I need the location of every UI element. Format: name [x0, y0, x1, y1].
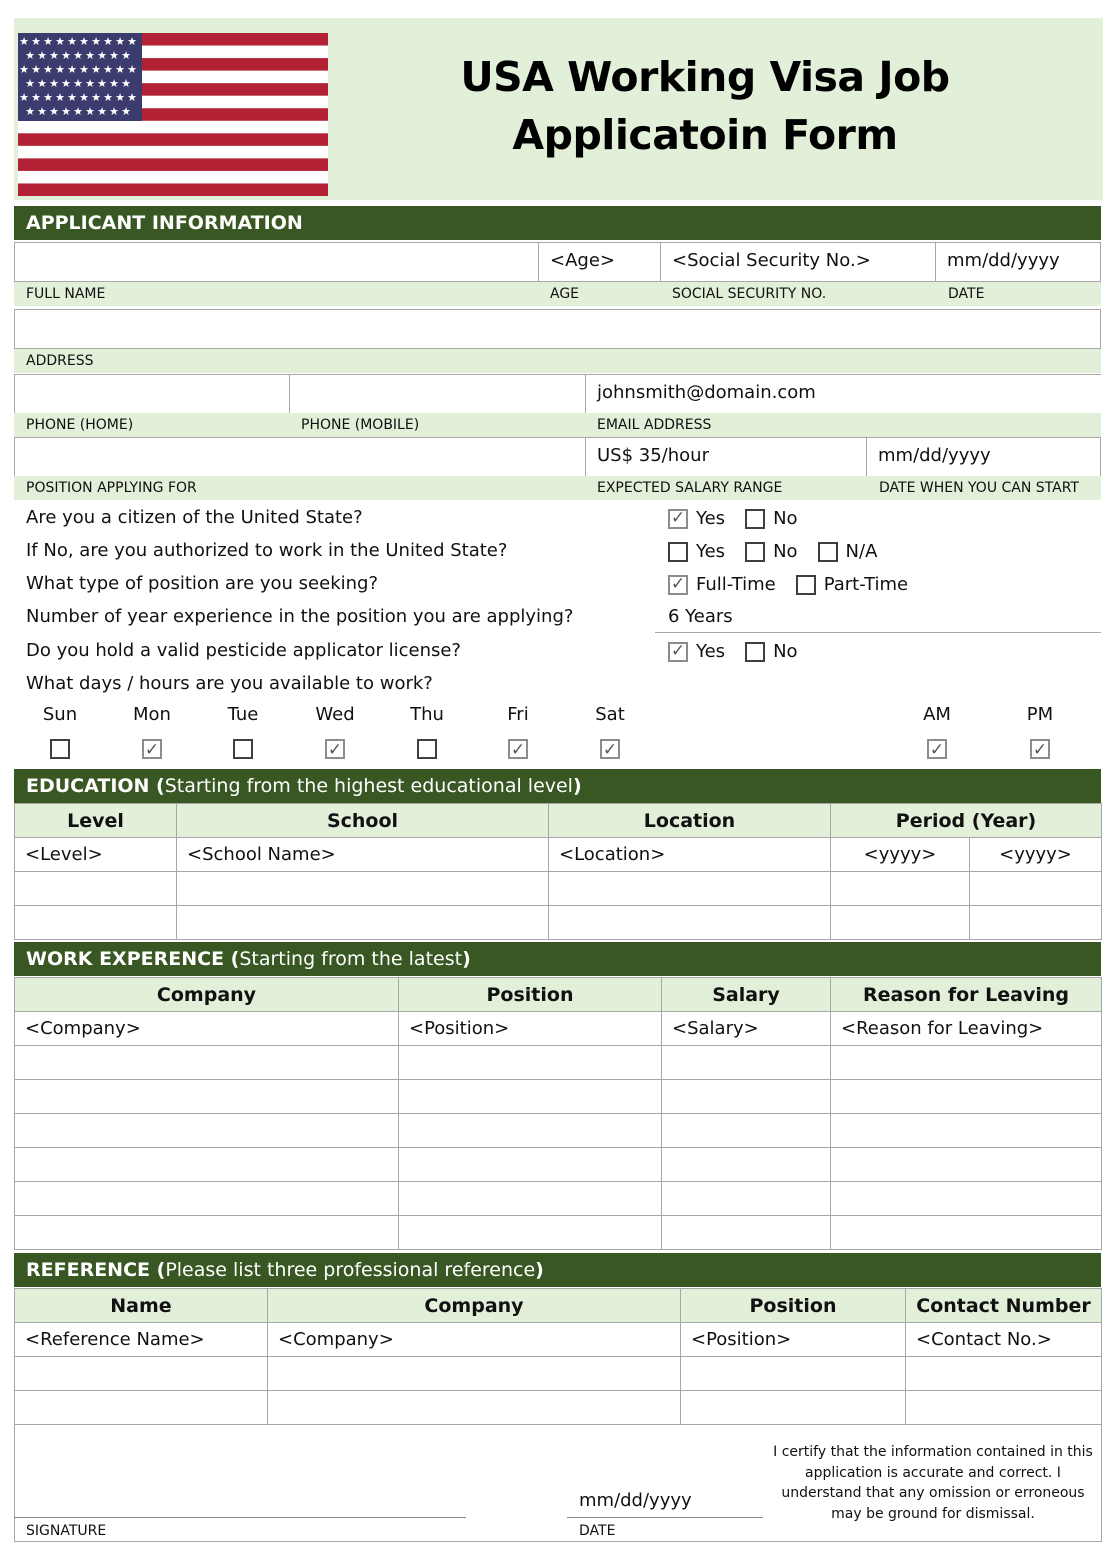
table-cell[interactable] — [15, 872, 177, 906]
day-sun-checkbox[interactable] — [50, 739, 70, 759]
reference-company-header: Company — [268, 1289, 681, 1323]
reference-contact-cell[interactable]: <Contact No.> — [906, 1323, 1102, 1357]
svg-text:★: ★ — [97, 105, 107, 118]
table-cell[interactable] — [268, 1391, 681, 1425]
question-availability: What days / hours are you available to work? — [26, 673, 433, 694]
svg-text:★: ★ — [103, 91, 113, 104]
start-date-label: DATE WHEN YOU CAN START — [879, 480, 1079, 496]
svg-text:★: ★ — [115, 63, 125, 76]
svg-text:★: ★ — [61, 49, 71, 62]
table-cell[interactable] — [831, 872, 970, 906]
reference-name-cell[interactable]: <Reference Name> — [15, 1323, 268, 1357]
citizen-no-label: No — [773, 508, 798, 529]
svg-text:★: ★ — [37, 105, 47, 118]
svg-text:★: ★ — [67, 91, 77, 104]
authorized-yes-label: Yes — [696, 541, 726, 562]
certification-text: I certify that the information contained in this application is accurate and correct. I understand that any omission or erroneous may be ground for dismissal. — [773, 1444, 1093, 1522]
svg-text:★: ★ — [61, 77, 71, 90]
day-wed-label: Wed — [315, 704, 355, 725]
svg-text:★: ★ — [97, 77, 107, 90]
table-cell[interactable] — [15, 1391, 268, 1425]
position-label: POSITION APPLYING FOR — [26, 480, 197, 496]
svg-text:★: ★ — [121, 105, 131, 118]
svg-text:★: ★ — [25, 77, 35, 90]
table-cell[interactable] — [831, 1080, 1102, 1114]
citizen-yes-checkbox[interactable]: ✓ — [668, 509, 688, 529]
table-cell[interactable] — [662, 1216, 831, 1250]
age-field[interactable]: <Age> — [538, 242, 661, 282]
table-cell[interactable] — [831, 1114, 1102, 1148]
svg-text:★: ★ — [37, 77, 47, 90]
svg-text:★: ★ — [127, 63, 137, 76]
table-cell[interactable] — [15, 906, 177, 940]
svg-text:★: ★ — [25, 105, 35, 118]
question-authorized: If No, are you authorized to work in the United State? — [26, 540, 508, 561]
date-field[interactable]: mm/dd/yyyy — [935, 242, 1101, 282]
am-checkbox[interactable]: ✓ — [927, 739, 947, 759]
work-salary-header: Salary — [662, 978, 831, 1012]
table-row — [15, 1323, 1102, 1357]
svg-text:★: ★ — [67, 63, 77, 76]
table-cell[interactable] — [831, 1216, 1102, 1250]
answer-license — [668, 635, 798, 668]
svg-text:★: ★ — [55, 91, 65, 104]
question-license: Do you hold a valid pesticide applicator license? — [26, 640, 461, 661]
table-row — [15, 1391, 1102, 1425]
day-tue-label: Tue — [227, 704, 259, 725]
citizen-no-checkbox[interactable] — [745, 509, 765, 529]
authorized-no-label: No — [773, 541, 798, 562]
svg-text:★: ★ — [103, 35, 113, 48]
footer-right-border — [1101, 1424, 1102, 1542]
education-period-header: Period (Year) — [831, 804, 1102, 838]
table-cell[interactable] — [906, 1391, 1102, 1425]
table-row — [15, 1182, 1102, 1216]
education-section-header: EDUCATION (Starting from the highest educational level) — [14, 769, 1101, 803]
start-date-field[interactable]: mm/dd/yyyy — [866, 437, 1101, 477]
svg-text:★: ★ — [79, 35, 89, 48]
education-level-header: Level — [15, 804, 177, 838]
svg-text:★: ★ — [121, 49, 131, 62]
table-cell[interactable] — [549, 906, 831, 940]
education-table — [14, 803, 1102, 940]
day-mon-checkbox[interactable]: ✓ — [142, 739, 162, 759]
table-cell[interactable] — [970, 872, 1102, 906]
table-cell[interactable] — [15, 1182, 399, 1216]
table-cell[interactable] — [15, 1114, 399, 1148]
license-no-checkbox[interactable] — [745, 642, 765, 662]
day-sat-label: Sat — [595, 704, 625, 725]
svg-text:★: ★ — [43, 63, 53, 76]
pm-checkbox[interactable]: ✓ — [1030, 739, 1050, 759]
table-cell[interactable] — [399, 1182, 662, 1216]
day-fri-label: Fri — [507, 704, 529, 725]
table-cell[interactable] — [399, 1216, 662, 1250]
table-cell[interactable] — [831, 1148, 1102, 1182]
footer-bottom-border — [14, 1541, 1102, 1542]
authorized-na-checkbox[interactable] — [818, 542, 838, 562]
salary-field[interactable]: US$ 35/hour — [585, 437, 867, 477]
ssn-field[interactable]: <Social Security No.> — [660, 242, 936, 282]
svg-text:★: ★ — [55, 35, 65, 48]
full-time-label: Full-Time — [696, 574, 776, 595]
phone-home-field[interactable] — [14, 374, 290, 414]
svg-text:★: ★ — [43, 35, 53, 48]
table-row — [15, 1216, 1102, 1250]
age-label: AGE — [550, 286, 580, 302]
day-sun-label: Sun — [42, 704, 78, 725]
date-label: DATE — [948, 286, 985, 302]
footer-left-border — [14, 1424, 15, 1542]
citizen-yes-label: Yes — [696, 508, 726, 529]
svg-text:★: ★ — [103, 63, 113, 76]
education-level-cell[interactable]: <Level> — [15, 838, 177, 872]
license-no-label: No — [773, 641, 798, 662]
svg-text:★: ★ — [19, 91, 29, 104]
table-cell[interactable] — [681, 1357, 906, 1391]
svg-text:★: ★ — [25, 49, 35, 62]
table-row — [15, 1046, 1102, 1080]
svg-text:★: ★ — [97, 49, 107, 62]
education-school-cell[interactable]: <School Name> — [177, 838, 549, 872]
table-cell[interactable] — [906, 1357, 1102, 1391]
work-company-cell[interactable]: <Company> — [15, 1012, 399, 1046]
table-cell[interactable] — [15, 1046, 399, 1080]
svg-text:★: ★ — [79, 91, 89, 104]
education-period-to-cell[interactable]: <yyyy> — [970, 838, 1102, 872]
applicant-section-header: APPLICANT INFORMATION — [14, 206, 1101, 240]
table-cell[interactable] — [15, 1148, 399, 1182]
svg-text:★: ★ — [85, 77, 95, 90]
salary-label: EXPECTED SALARY RANGE — [597, 480, 783, 496]
work-salary-cell[interactable]: <Salary> — [662, 1012, 831, 1046]
question-position-type: What type of position are you seeking? — [26, 573, 379, 594]
svg-text:★: ★ — [91, 35, 101, 48]
answer-authorized — [668, 535, 877, 568]
svg-text:★: ★ — [49, 77, 59, 90]
table-cell[interactable] — [681, 1391, 906, 1425]
table-row — [15, 906, 1102, 940]
table-cell[interactable] — [399, 1046, 662, 1080]
svg-text:★: ★ — [115, 91, 125, 104]
address-label: ADDRESS — [26, 353, 94, 369]
svg-text:★: ★ — [67, 35, 77, 48]
ssn-label: SOCIAL SECURITY NO. — [672, 286, 827, 302]
svg-text:★: ★ — [73, 49, 83, 62]
page-title: USA Working Visa Job Applicatoin Form — [460, 53, 950, 159]
table-row — [15, 838, 1102, 872]
svg-text:★: ★ — [121, 77, 131, 90]
table-row — [15, 1148, 1102, 1182]
table-row — [15, 1012, 1102, 1046]
table-cell[interactable] — [268, 1357, 681, 1391]
reference-name-header: Name — [15, 1289, 268, 1323]
svg-text:★: ★ — [91, 63, 101, 76]
table-cell[interactable] — [831, 1046, 1102, 1080]
footer-date-label: DATE — [579, 1523, 616, 1539]
svg-text:★: ★ — [31, 91, 41, 104]
svg-text:★: ★ — [19, 35, 29, 48]
svg-text:★: ★ — [79, 63, 89, 76]
svg-text:★: ★ — [31, 35, 41, 48]
table-cell[interactable] — [549, 872, 831, 906]
work-position-header: Position — [399, 978, 662, 1012]
question-citizen: Are you a citizen of the United State? — [26, 507, 363, 528]
license-yes-checkbox[interactable]: ✓ — [668, 642, 688, 662]
reference-position-header: Position — [681, 1289, 906, 1323]
experience-value[interactable]: 6 Years — [668, 606, 733, 627]
am-label: AM — [923, 704, 951, 725]
part-time-label: Part-Time — [823, 574, 909, 595]
table-cell[interactable] — [399, 1148, 662, 1182]
work-table — [14, 977, 1102, 1250]
table-row — [15, 872, 1102, 906]
table-cell[interactable] — [831, 906, 970, 940]
table-cell[interactable] — [15, 1216, 399, 1250]
day-fri-checkbox[interactable]: ✓ — [508, 739, 528, 759]
answer-citizen — [668, 502, 798, 535]
svg-text:★: ★ — [109, 105, 119, 118]
authorized-yes-checkbox[interactable] — [668, 542, 688, 562]
svg-text:★: ★ — [85, 105, 95, 118]
reference-header-row — [15, 1289, 1102, 1323]
table-row — [15, 1080, 1102, 1114]
table-row — [15, 1114, 1102, 1148]
day-thu-checkbox[interactable] — [417, 739, 437, 759]
answer-position-type — [668, 568, 908, 601]
table-cell[interactable] — [662, 1182, 831, 1216]
day-tue-checkbox[interactable] — [233, 739, 253, 759]
reference-contact-header: Contact Number — [906, 1289, 1102, 1323]
work-reason-cell[interactable]: <Reason for Leaving> — [831, 1012, 1102, 1046]
table-cell[interactable] — [15, 1357, 268, 1391]
day-thu-label: Thu — [410, 704, 444, 725]
svg-text:★: ★ — [73, 105, 83, 118]
table-cell[interactable] — [177, 872, 549, 906]
signature-label: SIGNATURE — [26, 1523, 107, 1539]
svg-text:★: ★ — [49, 105, 59, 118]
address-field[interactable] — [14, 309, 1101, 349]
svg-text:★: ★ — [91, 91, 101, 104]
work-company-header: Company — [15, 978, 399, 1012]
reference-section-header: REFERENCE (Please list three professional reference) — [14, 1253, 1101, 1287]
phone-mobile-label: PHONE (MOBILE) — [301, 417, 420, 433]
pm-label: PM — [1026, 704, 1054, 725]
svg-text:★: ★ — [37, 49, 47, 62]
table-cell[interactable] — [662, 1114, 831, 1148]
day-mon-label: Mon — [133, 704, 171, 725]
position-field[interactable] — [14, 437, 586, 477]
education-location-header: Location — [549, 804, 831, 838]
work-section-header: WORK EXPERENCE (Starting from the latest) — [14, 942, 1101, 976]
license-yes-label: Yes — [696, 641, 726, 662]
education-school-header: School — [177, 804, 549, 838]
table-cell[interactable] — [662, 1046, 831, 1080]
work-header-row — [15, 978, 1102, 1012]
svg-text:★: ★ — [55, 63, 65, 76]
authorized-na-label: N/A — [845, 541, 878, 562]
day-sat-checkbox[interactable]: ✓ — [600, 739, 620, 759]
education-location-cell[interactable]: <Location> — [549, 838, 831, 872]
footer-date-value[interactable]: mm/dd/yyyy — [579, 1490, 692, 1511]
table-cell[interactable] — [970, 906, 1102, 940]
svg-text:★: ★ — [61, 105, 71, 118]
signature-line[interactable] — [14, 1517, 466, 1518]
usa-flag-icon — [18, 33, 328, 196]
footer-date-line — [567, 1517, 763, 1518]
education-period-from-cell[interactable]: <yyyy> — [831, 838, 970, 872]
table-cell[interactable] — [662, 1148, 831, 1182]
email-label: EMAIL ADDRESS — [597, 417, 712, 433]
work-reason-header: Reason for Leaving — [831, 978, 1102, 1012]
reference-position-cell[interactable]: <Position> — [681, 1323, 906, 1357]
reference-table — [14, 1288, 1102, 1425]
svg-text:★: ★ — [31, 63, 41, 76]
phone-home-label: PHONE (HOME) — [26, 417, 134, 433]
label-row-3 — [14, 413, 1101, 437]
table-cell[interactable] — [662, 1080, 831, 1114]
label-row-2 — [14, 349, 1101, 373]
phone-mobile-field[interactable] — [289, 374, 586, 414]
part-time-checkbox[interactable] — [796, 575, 816, 595]
table-cell[interactable] — [15, 1080, 399, 1114]
table-cell[interactable] — [177, 906, 549, 940]
full-name-field[interactable] — [14, 242, 539, 282]
education-header-row — [15, 804, 1102, 838]
table-cell[interactable] — [399, 1080, 662, 1114]
svg-text:★: ★ — [49, 49, 59, 62]
svg-text:★: ★ — [109, 49, 119, 62]
reference-company-cell[interactable]: <Company> — [268, 1323, 681, 1357]
table-cell[interactable] — [399, 1114, 662, 1148]
full-name-label: FULL NAME — [26, 286, 106, 302]
email-field[interactable]: johnsmith@domain.com — [585, 374, 1101, 414]
svg-text:★: ★ — [109, 77, 119, 90]
question-experience: Number of year experience in the position you are applying? — [26, 606, 574, 627]
full-time-checkbox[interactable]: ✓ — [668, 575, 688, 595]
svg-text:★: ★ — [85, 49, 95, 62]
svg-text:★: ★ — [19, 63, 29, 76]
svg-text:★: ★ — [127, 91, 137, 104]
day-wed-checkbox[interactable]: ✓ — [325, 739, 345, 759]
work-position-cell[interactable]: <Position> — [399, 1012, 662, 1046]
svg-text:★: ★ — [127, 35, 137, 48]
svg-text:★: ★ — [43, 91, 53, 104]
authorized-no-checkbox[interactable] — [745, 542, 765, 562]
table-cell[interactable] — [831, 1182, 1102, 1216]
svg-text:★: ★ — [115, 35, 125, 48]
svg-text:★: ★ — [73, 77, 83, 90]
table-row — [15, 1357, 1102, 1391]
experience-underline — [655, 632, 1101, 633]
